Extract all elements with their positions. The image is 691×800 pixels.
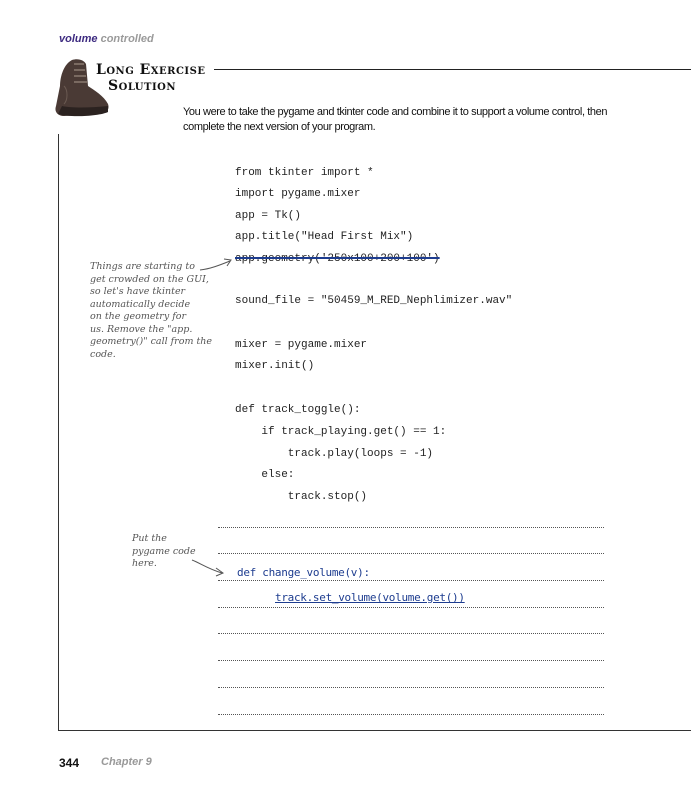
- frame-bottom-rule: [58, 730, 691, 731]
- code-line: mixer.init(): [235, 360, 315, 372]
- answer-line: [218, 527, 604, 528]
- code-line: import pygame.mixer: [235, 188, 361, 200]
- handwritten-def-line: def change_volume(v):: [237, 566, 370, 579]
- code-line: track.stop(): [235, 491, 368, 503]
- answer-line: [218, 553, 604, 554]
- running-header: [59, 33, 154, 45]
- code-line: from tkinter import *: [235, 167, 374, 179]
- handwritten-volume-line: track.set_volume(volume.get()): [275, 591, 465, 604]
- code-line: mixer = pygame.mixer: [235, 339, 368, 351]
- answer-line: [218, 633, 604, 634]
- page-number: 344: [59, 756, 80, 770]
- header-subtopic: controlled: [100, 33, 154, 45]
- geometry-annotation: Things are starting to get crowded on the GUI, so let's have tkinter automatically decide on the geometry for us. Remove the "app. geometry()" call from the code.: [90, 261, 213, 360]
- annotation-arrow-icon: [198, 255, 236, 275]
- code-line: def track_toggle():: [235, 404, 361, 416]
- code-line: sound_file = "50459_M_RED_Nephlimizer.wav": [235, 295, 513, 307]
- pygame-annotation: Put the pygame code here.: [132, 533, 196, 569]
- exercise-title: [96, 62, 205, 94]
- header-topic: volume: [59, 33, 98, 45]
- title-rule: [214, 69, 691, 70]
- chapter-label: Chapter 9: [101, 756, 152, 768]
- answer-line: [218, 607, 604, 608]
- answer-line: [218, 714, 604, 715]
- code-line-struck: app.geometry('250x100+200+100'): [235, 253, 440, 265]
- exercise-title-line2: Solution: [108, 78, 176, 94]
- code-line: app = Tk(): [235, 210, 302, 222]
- annotation-arrow-icon: [190, 557, 228, 581]
- code-line: app.title("Head First Mix"): [235, 231, 414, 243]
- exercise-title-line1: Long Exercise: [96, 62, 206, 78]
- answer-line: [218, 687, 604, 688]
- code-line: track.play(loops = -1): [235, 448, 434, 460]
- intro-text: You were to take the pygame and tkinter code and combine it to support a volume control, then complete the next version of your program.: [183, 106, 608, 133]
- answer-line: [218, 580, 604, 581]
- code-line: else:: [235, 469, 295, 481]
- frame-left-rule: [58, 134, 59, 730]
- code-line: if track_playing.get() == 1:: [235, 426, 447, 438]
- answer-line: [218, 660, 604, 661]
